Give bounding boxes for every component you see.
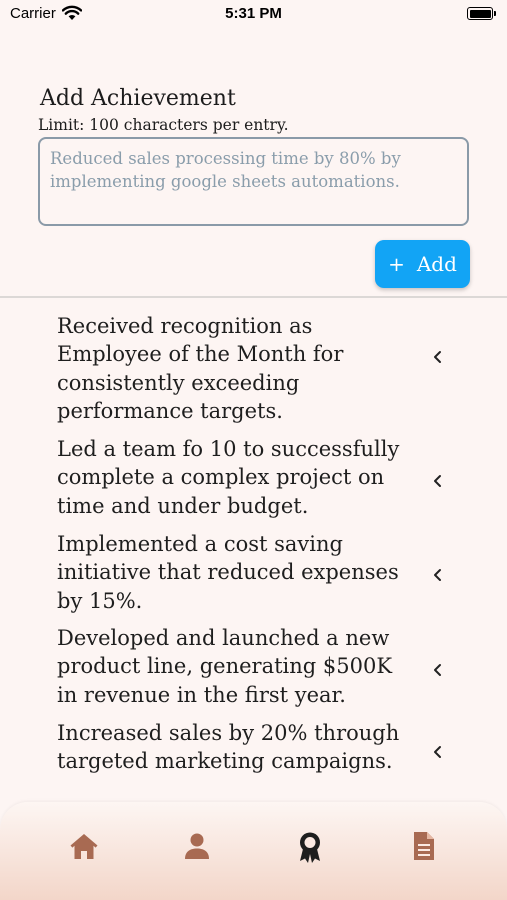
chevron-left-icon[interactable]	[430, 567, 446, 583]
tab-bar	[0, 802, 507, 900]
add-button[interactable]	[375, 240, 470, 288]
list-item	[0, 435, 507, 530]
tab-documents[interactable]	[408, 830, 440, 864]
achievement-text: Developed and launched a new product line, generating $500K in revenue in the first year.	[57, 626, 393, 707]
list-item	[0, 530, 507, 624]
achievement-text: Received recognition as Employee of the Month for consistently exceeding performance targets.	[57, 314, 344, 423]
achievement-text: Increased sales by 20% through targeted marketing campaigns.	[57, 721, 400, 774]
chevron-left-icon[interactable]	[430, 349, 446, 365]
achievement-text: Implemented a cost saving initiative that reduced expenses by 15%.	[57, 532, 399, 613]
add-achievement-title: Add Achievement	[40, 86, 236, 111]
document-icon	[408, 830, 440, 862]
person-icon	[181, 830, 213, 862]
achievement-input[interactable]	[38, 137, 469, 226]
tab-home[interactable]	[68, 830, 100, 864]
divider	[0, 296, 507, 298]
tab-achievements[interactable]	[294, 830, 326, 864]
add-button-label: Add	[416, 252, 457, 276]
battery-icon	[467, 7, 493, 20]
list-item	[0, 624, 507, 719]
chevron-left-icon[interactable]	[430, 662, 446, 678]
carrier-label: Carrier	[10, 5, 56, 22]
chevron-left-icon[interactable]	[430, 473, 446, 489]
tab-profile[interactable]	[181, 830, 213, 864]
award-icon	[294, 830, 326, 864]
list-item	[0, 312, 507, 435]
status-time: 5:31 PM	[225, 5, 282, 22]
plus-icon: +	[388, 252, 405, 276]
chevron-left-icon[interactable]	[430, 744, 446, 760]
home-icon	[68, 830, 100, 862]
achievement-text: Led a team fo 10 to successfully complete a complex project on time and under budget.	[57, 437, 400, 518]
character-limit-note: Limit: 100 characters per entry.	[38, 116, 289, 134]
status-bar	[0, 0, 507, 30]
achievement-list	[0, 312, 507, 779]
list-item	[0, 719, 507, 779]
